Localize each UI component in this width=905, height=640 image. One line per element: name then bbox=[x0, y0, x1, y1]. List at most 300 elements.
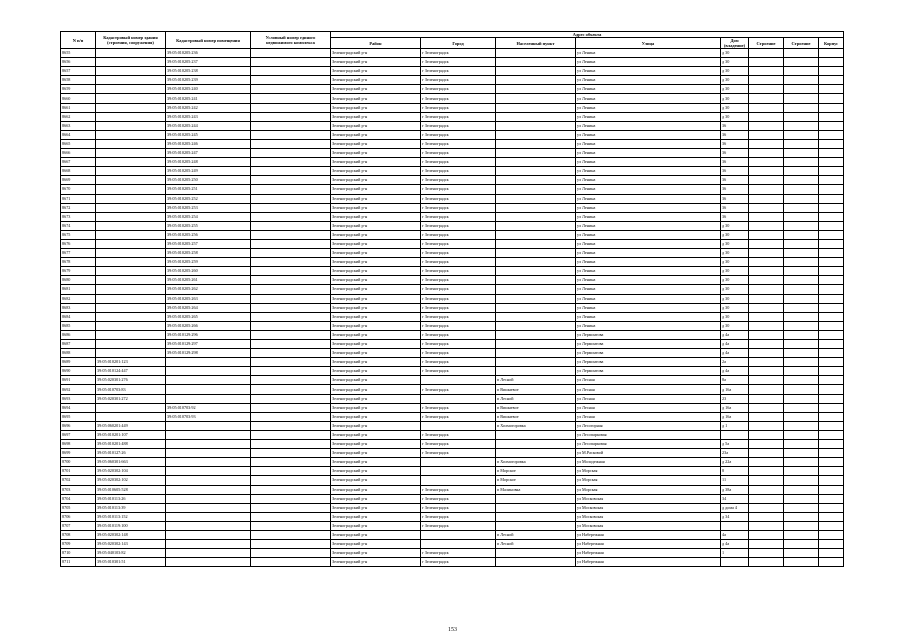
cell-cond-complex bbox=[251, 403, 331, 412]
cell-cond-complex bbox=[251, 194, 331, 203]
cell-street: ул М.Расковой bbox=[576, 449, 721, 458]
cell-cad-building bbox=[96, 139, 166, 148]
cell-settlement bbox=[496, 294, 576, 303]
cell-house: 36 bbox=[721, 121, 749, 130]
cell-num: 8707 bbox=[61, 521, 96, 530]
cell-num: 8671 bbox=[61, 194, 96, 203]
cell-structure bbox=[784, 394, 819, 403]
cell-settlement: п Вишневое bbox=[496, 385, 576, 394]
cell-cond-complex bbox=[251, 267, 331, 276]
cell-num: 8659 bbox=[61, 85, 96, 94]
cell-cad-room: 39:05:010205:241 bbox=[166, 94, 251, 103]
cell-cad-building bbox=[96, 312, 166, 321]
cell-cad-room: 39:05:010205:264 bbox=[166, 303, 251, 312]
table-row bbox=[61, 167, 844, 176]
cell-cad-building bbox=[96, 230, 166, 239]
cell-street: ул Лесная bbox=[576, 403, 721, 412]
cell-district: Зеленоградский р-н bbox=[331, 403, 421, 412]
cell-city: г Зеленоградск bbox=[421, 267, 496, 276]
cell-district: Зеленоградский р-н bbox=[331, 303, 421, 312]
cell-cond-complex bbox=[251, 221, 331, 230]
cell-district: Зеленоградский р-н bbox=[331, 185, 421, 194]
cell-cad-room: 39:05:010205:251 bbox=[166, 185, 251, 194]
cell-corpus bbox=[819, 203, 844, 212]
cell-corpus bbox=[819, 185, 844, 194]
cell-city: г Зеленоградск bbox=[421, 303, 496, 312]
table-row bbox=[61, 85, 844, 94]
cell-corpus bbox=[819, 112, 844, 121]
cell-structure bbox=[784, 67, 819, 76]
table-row bbox=[61, 285, 844, 294]
cell-settlement bbox=[496, 58, 576, 67]
cell-cad-building: 39:05:010127:26 bbox=[96, 449, 166, 458]
cell-structure bbox=[784, 294, 819, 303]
cell-house: д 30 bbox=[721, 285, 749, 294]
cell-district: Зеленоградский р-н bbox=[331, 540, 421, 549]
cell-city: г Зеленоградск bbox=[421, 167, 496, 176]
cell-settlement bbox=[496, 194, 576, 203]
cell-structure bbox=[784, 49, 819, 58]
cell-corpus bbox=[819, 376, 844, 385]
cell-cad-building: 39:05:060201:449 bbox=[96, 421, 166, 430]
cell-city: г Зеленоградск bbox=[421, 385, 496, 394]
cell-cad-building: 39:05:020301:276 bbox=[96, 376, 166, 385]
cell-cad-building: 39:05:010301:51 bbox=[96, 558, 166, 567]
cell-house: 36 bbox=[721, 185, 749, 194]
cell-building bbox=[749, 149, 784, 158]
table-row bbox=[61, 176, 844, 185]
cell-city: г Зеленоградск bbox=[421, 149, 496, 158]
cell-street: ул Ленина bbox=[576, 258, 721, 267]
cell-building bbox=[749, 449, 784, 458]
cell-num: 8670 bbox=[61, 185, 96, 194]
cell-structure bbox=[784, 385, 819, 394]
cell-num: 8691 bbox=[61, 376, 96, 385]
cell-street: ул Ленина bbox=[576, 176, 721, 185]
cell-building bbox=[749, 112, 784, 121]
cell-street: ул Московская bbox=[576, 512, 721, 521]
cell-corpus bbox=[819, 139, 844, 148]
cell-building bbox=[749, 303, 784, 312]
cell-district: Зеленоградский р-н bbox=[331, 330, 421, 339]
cell-cond-complex bbox=[251, 349, 331, 358]
cell-cad-room bbox=[166, 503, 251, 512]
cell-corpus bbox=[819, 67, 844, 76]
cell-settlement bbox=[496, 249, 576, 258]
cell-settlement: п Вишневое bbox=[496, 412, 576, 421]
cell-cad-room: 39:05:010205:262 bbox=[166, 285, 251, 294]
cell-settlement: п Малиновка bbox=[496, 485, 576, 494]
cell-street: ул Набережная bbox=[576, 530, 721, 539]
cell-settlement bbox=[496, 112, 576, 121]
cell-cond-complex bbox=[251, 430, 331, 439]
cell-corpus bbox=[819, 121, 844, 130]
cell-street: ул Лесная bbox=[576, 394, 721, 403]
cell-city: г Зеленоградск bbox=[421, 430, 496, 439]
cell-cond-complex bbox=[251, 549, 331, 558]
cell-district: Зеленоградский р-н bbox=[331, 358, 421, 367]
cell-district: Зеленоградский р-н bbox=[331, 221, 421, 230]
cell-city: г Зеленоградск bbox=[421, 294, 496, 303]
cell-num: 8701 bbox=[61, 467, 96, 476]
cell-district: Зеленоградский р-н bbox=[331, 340, 421, 349]
cell-settlement bbox=[496, 449, 576, 458]
cell-cad-building: 39:05:020302:148 bbox=[96, 530, 166, 539]
cell-house: д 30 bbox=[721, 76, 749, 85]
table-row bbox=[61, 185, 844, 194]
cell-structure bbox=[784, 540, 819, 549]
cell-num: 8704 bbox=[61, 494, 96, 503]
cell-structure bbox=[784, 430, 819, 439]
header-num: N п/п bbox=[61, 32, 96, 49]
cell-corpus bbox=[819, 321, 844, 330]
cell-cad-building: 39:05:010113:152 bbox=[96, 512, 166, 521]
cell-corpus bbox=[819, 530, 844, 539]
cell-settlement bbox=[496, 158, 576, 167]
cell-city: г Зеленоградск bbox=[421, 58, 496, 67]
cell-cad-building bbox=[96, 412, 166, 421]
cell-num: 8660 bbox=[61, 94, 96, 103]
cell-street: ул Ленина bbox=[576, 185, 721, 194]
cell-settlement bbox=[496, 494, 576, 503]
cell-district: Зеленоградский р-н bbox=[331, 321, 421, 330]
cell-district: Зеленоградский р-н bbox=[331, 49, 421, 58]
cell-cond-complex bbox=[251, 394, 331, 403]
cell-district: Зеленоградский р-н bbox=[331, 130, 421, 139]
cell-corpus bbox=[819, 358, 844, 367]
cell-district: Зеленоградский р-н bbox=[331, 294, 421, 303]
cell-structure bbox=[784, 330, 819, 339]
cell-corpus bbox=[819, 239, 844, 248]
cell-building bbox=[749, 558, 784, 567]
cell-building bbox=[749, 512, 784, 521]
cell-city: г Зеленоградск bbox=[421, 176, 496, 185]
cell-city: г Зеленоградск bbox=[421, 139, 496, 148]
cell-structure bbox=[784, 149, 819, 158]
table-row bbox=[61, 158, 844, 167]
cell-cad-room: 39:05:010205:249 bbox=[166, 167, 251, 176]
cell-building bbox=[749, 530, 784, 539]
cell-district: Зеленоградский р-н bbox=[331, 549, 421, 558]
table-row bbox=[61, 430, 844, 439]
cell-cad-room bbox=[166, 521, 251, 530]
cell-house: 23 bbox=[721, 394, 749, 403]
cell-street: ул Морская bbox=[576, 467, 721, 476]
cell-cad-building bbox=[96, 58, 166, 67]
cell-settlement bbox=[496, 212, 576, 221]
cell-city: г Зеленоградск bbox=[421, 121, 496, 130]
cell-city bbox=[421, 421, 496, 430]
cell-city bbox=[421, 394, 496, 403]
cell-house: д 30 bbox=[721, 85, 749, 94]
cell-cad-building bbox=[96, 176, 166, 185]
cell-corpus bbox=[819, 340, 844, 349]
cell-street: ул Ленина bbox=[576, 112, 721, 121]
cell-cond-complex bbox=[251, 421, 331, 430]
cell-num: 8697 bbox=[61, 430, 96, 439]
cell-structure bbox=[784, 358, 819, 367]
cell-cad-building: 39:05:060301:663 bbox=[96, 458, 166, 467]
cell-structure bbox=[784, 412, 819, 421]
cell-structure bbox=[784, 267, 819, 276]
cell-city: г Зеленоградск bbox=[421, 340, 496, 349]
cell-house: д 4а bbox=[721, 340, 749, 349]
header-structure: Строение bbox=[784, 38, 819, 49]
cell-cond-complex bbox=[251, 176, 331, 185]
cell-street: ул Ленина bbox=[576, 149, 721, 158]
table-row bbox=[61, 212, 844, 221]
cell-cad-room: 39:05:010205:245 bbox=[166, 130, 251, 139]
cell-building bbox=[749, 258, 784, 267]
cell-cad-room bbox=[166, 540, 251, 549]
cell-settlement bbox=[496, 549, 576, 558]
cell-street: ул Ленина bbox=[576, 158, 721, 167]
cell-street: ул Ленина bbox=[576, 303, 721, 312]
cell-cond-complex bbox=[251, 558, 331, 567]
cell-district: Зеленоградский р-н bbox=[331, 158, 421, 167]
cell-district: Зеленоградский р-н bbox=[331, 530, 421, 539]
cell-corpus bbox=[819, 394, 844, 403]
cadastre-table bbox=[60, 31, 844, 567]
cell-settlement bbox=[496, 330, 576, 339]
table-row bbox=[61, 412, 844, 421]
cell-district: Зеленоградский р-н bbox=[331, 167, 421, 176]
cell-house: д 30 bbox=[721, 267, 749, 276]
cell-cad-building bbox=[96, 149, 166, 158]
cell-cad-room: 39:05:010205:240 bbox=[166, 85, 251, 94]
cell-num: 8694 bbox=[61, 403, 96, 412]
cell-building bbox=[749, 76, 784, 85]
cell-cond-complex bbox=[251, 158, 331, 167]
cell-building bbox=[749, 494, 784, 503]
cell-building bbox=[749, 349, 784, 358]
cell-building bbox=[749, 540, 784, 549]
cell-house: 36 bbox=[721, 203, 749, 212]
cell-house: 36 bbox=[721, 158, 749, 167]
page-number: 153 bbox=[448, 627, 457, 633]
cell-cad-building bbox=[96, 239, 166, 248]
cell-house: д 38а bbox=[721, 485, 749, 494]
cell-city: г Зеленоградск bbox=[421, 330, 496, 339]
cell-building bbox=[749, 67, 784, 76]
cell-cad-room bbox=[166, 512, 251, 521]
cell-street: ул Ленина bbox=[576, 94, 721, 103]
cell-num: 8680 bbox=[61, 276, 96, 285]
table-row bbox=[61, 76, 844, 85]
table-row bbox=[61, 349, 844, 358]
cell-structure bbox=[784, 440, 819, 449]
cell-building bbox=[749, 221, 784, 230]
cell-house: д 30 bbox=[721, 58, 749, 67]
cell-cond-complex bbox=[251, 485, 331, 494]
cell-cond-complex bbox=[251, 103, 331, 112]
cell-cad-building: 39:05:010113:26 bbox=[96, 494, 166, 503]
cell-cad-building bbox=[96, 85, 166, 94]
cell-district: Зеленоградский р-н bbox=[331, 58, 421, 67]
cell-district: Зеленоградский р-н bbox=[331, 376, 421, 385]
cell-street: ул Ленина bbox=[576, 249, 721, 258]
cell-building bbox=[749, 549, 784, 558]
cell-city bbox=[421, 458, 496, 467]
cell-building bbox=[749, 358, 784, 367]
cell-street: ул Молодежная bbox=[576, 458, 721, 467]
table-row bbox=[61, 467, 844, 476]
cell-house: 36 bbox=[721, 167, 749, 176]
cell-settlement bbox=[496, 85, 576, 94]
cell-house: 36 bbox=[721, 176, 749, 185]
cell-city: г Зеленоградск bbox=[421, 258, 496, 267]
cell-num: 8709 bbox=[61, 540, 96, 549]
table-row bbox=[61, 67, 844, 76]
cell-corpus bbox=[819, 430, 844, 439]
cell-street: ул Лесопарковая bbox=[576, 440, 721, 449]
cell-street: ул Набережная bbox=[576, 549, 721, 558]
cell-settlement bbox=[496, 521, 576, 530]
cell-corpus bbox=[819, 49, 844, 58]
table-row bbox=[61, 312, 844, 321]
cell-building bbox=[749, 285, 784, 294]
cell-house: 4а bbox=[721, 530, 749, 539]
cell-cad-room bbox=[166, 385, 251, 394]
cell-house: д 30 bbox=[721, 112, 749, 121]
table-row bbox=[61, 449, 844, 458]
cell-settlement: п Морское bbox=[496, 476, 576, 485]
cell-settlement bbox=[496, 303, 576, 312]
cell-structure bbox=[784, 521, 819, 530]
cell-house: 8а bbox=[721, 376, 749, 385]
cell-building bbox=[749, 49, 784, 58]
cell-structure bbox=[784, 340, 819, 349]
cell-num: 8673 bbox=[61, 212, 96, 221]
cell-house: д 34 bbox=[721, 512, 749, 521]
cell-cad-room: 39:05:010703:92 bbox=[166, 403, 251, 412]
cell-city: г Зеленоградск bbox=[421, 367, 496, 376]
cell-cond-complex bbox=[251, 230, 331, 239]
cell-cad-room bbox=[166, 467, 251, 476]
cell-num: 8661 bbox=[61, 103, 96, 112]
cell-district: Зеленоградский р-н bbox=[331, 112, 421, 121]
cell-settlement bbox=[496, 176, 576, 185]
cell-cad-building bbox=[96, 249, 166, 258]
cell-building bbox=[749, 376, 784, 385]
cell-cad-room: 39:05:010205:259 bbox=[166, 258, 251, 267]
cell-house: д дома 4 bbox=[721, 503, 749, 512]
cell-district: Зеленоградский р-н bbox=[331, 76, 421, 85]
cell-structure bbox=[784, 121, 819, 130]
cell-house: д 30 bbox=[721, 321, 749, 330]
cell-cad-room bbox=[166, 558, 251, 567]
cell-city: г Зеленоградск bbox=[421, 512, 496, 521]
cell-structure bbox=[784, 403, 819, 412]
cell-city: г Зеленоградск bbox=[421, 349, 496, 358]
cell-corpus bbox=[819, 103, 844, 112]
cell-building bbox=[749, 94, 784, 103]
cell-street: ул Ленина bbox=[576, 276, 721, 285]
cell-city: г Зеленоградск bbox=[421, 85, 496, 94]
table-row bbox=[61, 49, 844, 58]
cell-cad-room: 39:05:010205:265 bbox=[166, 312, 251, 321]
cell-cad-room bbox=[166, 458, 251, 467]
cell-city: г Зеленоградск bbox=[421, 49, 496, 58]
cell-cad-room bbox=[166, 485, 251, 494]
cell-building bbox=[749, 249, 784, 258]
cell-cad-room: 39:05:010205:255 bbox=[166, 221, 251, 230]
cell-structure bbox=[784, 239, 819, 248]
header-address-group: Адрес объекта bbox=[331, 32, 844, 38]
cell-cad-building: 39:05:020301:272 bbox=[96, 394, 166, 403]
cell-corpus bbox=[819, 85, 844, 94]
cell-corpus bbox=[819, 440, 844, 449]
cell-street: ул Ленина bbox=[576, 121, 721, 130]
cell-num: 8666 bbox=[61, 149, 96, 158]
table-row bbox=[61, 121, 844, 130]
cell-building bbox=[749, 458, 784, 467]
cell-cad-building bbox=[96, 67, 166, 76]
cell-house bbox=[721, 558, 749, 567]
cell-num: 8695 bbox=[61, 412, 96, 421]
cell-cad-building bbox=[96, 303, 166, 312]
cell-building bbox=[749, 330, 784, 339]
cell-street: ул Лермонтова bbox=[576, 358, 721, 367]
cell-house: 36 bbox=[721, 212, 749, 221]
cell-city: г Зеленоградск bbox=[421, 203, 496, 212]
cell-structure bbox=[784, 258, 819, 267]
table-row bbox=[61, 203, 844, 212]
cell-settlement bbox=[496, 103, 576, 112]
cell-district: Зеленоградский р-н bbox=[331, 458, 421, 467]
cell-cond-complex bbox=[251, 494, 331, 503]
cell-cad-room: 39:05:010205:247 bbox=[166, 149, 251, 158]
cell-cond-complex bbox=[251, 212, 331, 221]
cell-settlement: п Морское bbox=[496, 467, 576, 476]
cell-settlement bbox=[496, 503, 576, 512]
cell-cond-complex bbox=[251, 258, 331, 267]
cell-district: Зеленоградский р-н bbox=[331, 212, 421, 221]
cell-city: г Зеленоградск bbox=[421, 494, 496, 503]
cell-structure bbox=[784, 249, 819, 258]
cell-cad-building bbox=[96, 203, 166, 212]
cell-house: 1 bbox=[721, 549, 749, 558]
cell-cad-building: 39:05:040103:82 bbox=[96, 549, 166, 558]
table-row bbox=[61, 249, 844, 258]
cell-structure bbox=[784, 467, 819, 476]
cell-corpus bbox=[819, 94, 844, 103]
cell-street: ул Лермонтова bbox=[576, 330, 721, 339]
cell-cond-complex bbox=[251, 185, 331, 194]
cell-city: г Зеленоградск bbox=[421, 503, 496, 512]
cell-street: ул Ленина bbox=[576, 49, 721, 58]
cell-city: г Зеленоградск bbox=[421, 449, 496, 458]
cell-house: д 4а bbox=[721, 367, 749, 376]
cell-cad-room: 39:05:010205:236 bbox=[166, 49, 251, 58]
cell-building bbox=[749, 521, 784, 530]
cell-cond-complex bbox=[251, 121, 331, 130]
cell-cad-room bbox=[166, 440, 251, 449]
cell-corpus bbox=[819, 249, 844, 258]
cell-cond-complex bbox=[251, 330, 331, 339]
cell-structure bbox=[784, 167, 819, 176]
cell-building bbox=[749, 103, 784, 112]
cell-city: г Зеленоградск bbox=[421, 130, 496, 139]
cell-street: ул Ленина bbox=[576, 230, 721, 239]
cell-num: 8672 bbox=[61, 203, 96, 212]
cell-cad-room: 39:05:010129:298 bbox=[166, 349, 251, 358]
cell-city: г Зеленоградск bbox=[421, 212, 496, 221]
cell-district: Зеленоградский р-н bbox=[331, 149, 421, 158]
cell-structure bbox=[784, 530, 819, 539]
cell-house: 11 bbox=[721, 476, 749, 485]
cell-structure bbox=[784, 421, 819, 430]
